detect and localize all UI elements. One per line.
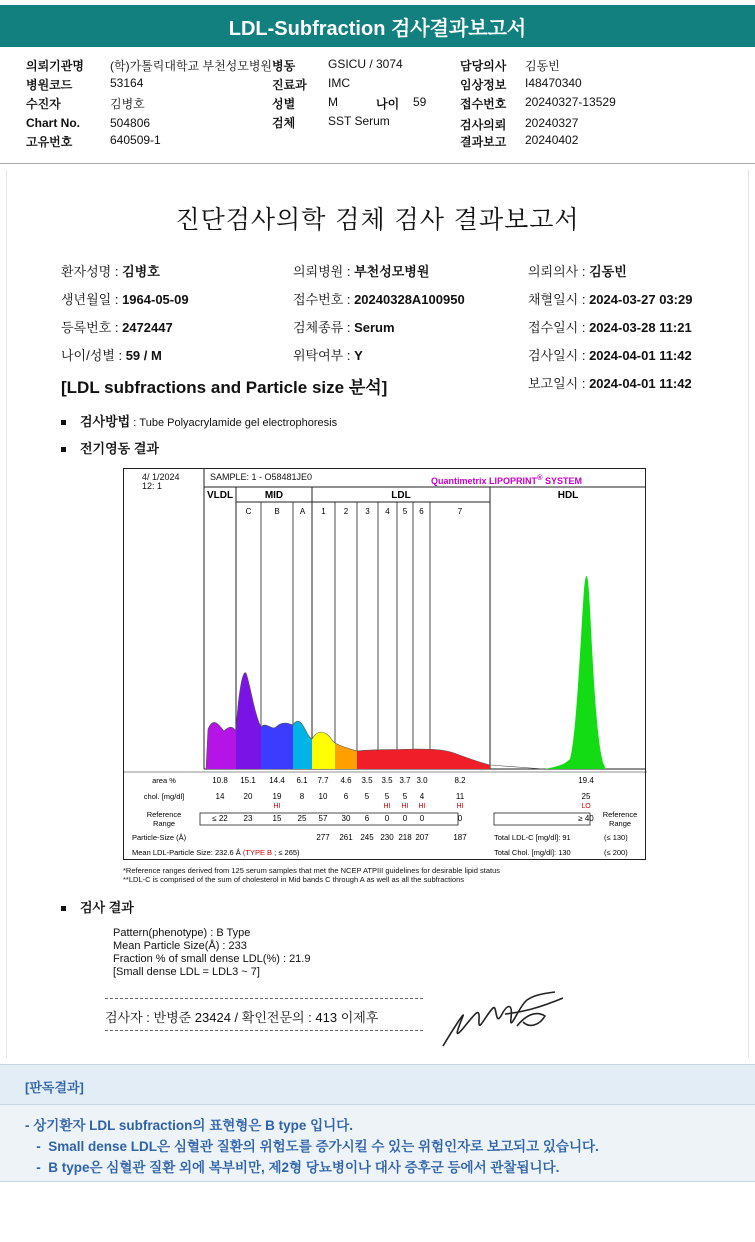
field-label: 의뢰기관명 xyxy=(26,59,84,73)
field-value: 2024-03-28 11:21 xyxy=(589,320,692,335)
total-ldl: Total LDL-C [mg/dl]: 91 xyxy=(494,833,571,842)
system-name: Quantimetrix LIPOPRINT xyxy=(431,476,538,486)
particle-size-value: 218 xyxy=(398,833,412,842)
result-line: Pattern(phenotype) : B Type xyxy=(113,927,251,939)
area-value: 3.7 xyxy=(399,776,411,785)
bullet-icon xyxy=(61,420,66,425)
group-label: MID xyxy=(264,490,284,501)
test-time xyxy=(528,345,692,364)
result-line: Fraction % of small dense LDL(%) : 21.9 xyxy=(113,953,311,965)
field-label: 검체 xyxy=(272,116,296,130)
request-header xyxy=(0,50,755,162)
reference-value: 0 xyxy=(402,814,408,823)
field-label: 보고일시 : xyxy=(528,376,590,391)
particle-size-value: 187 xyxy=(453,833,467,842)
area-value: 19.4 xyxy=(578,776,594,785)
band-label: C xyxy=(245,507,252,516)
field-label: Chart No. xyxy=(26,116,80,130)
band-label: 3 xyxy=(365,507,370,516)
electro-label: 전기영동 결과 xyxy=(80,441,159,456)
chart-date: 4/ 1/2024 xyxy=(142,472,180,482)
conclusion-line: - Small dense LDL은 심혈관 질환의 위험도를 증가시킬 수 있는 위험인자로 보고되고 있습니다. xyxy=(25,1139,599,1154)
chol-flag: HI xyxy=(383,803,391,810)
particle-size-value: 245 xyxy=(360,833,374,842)
receipt-number xyxy=(293,289,465,308)
total-chol: Total Chol. [mg/dl]: 130 xyxy=(494,848,571,857)
field-label: 임상정보 xyxy=(460,78,507,92)
chol-value: 10 xyxy=(318,792,328,801)
section-title: [LDL subfractions and Particle size 분석] xyxy=(61,378,388,397)
bullet-icon xyxy=(61,447,66,452)
band-label: 5 xyxy=(402,507,408,516)
field-value: (학)가톨릭대학교 부천성모병원 xyxy=(110,59,272,73)
reference-label: Range xyxy=(608,819,632,828)
chol-value: 19 xyxy=(272,792,282,801)
collection-time xyxy=(528,289,692,308)
reference-value: 25 xyxy=(297,814,307,823)
chart-sample: SAMPLE: 1 - O58481JE0 xyxy=(210,472,313,482)
mean-type: (TYPE B xyxy=(242,848,273,857)
field-label: 등록번호 : xyxy=(61,320,123,335)
conclusion-line: - 상기환자 LDL subfraction의 표현형은 B type 입니다. xyxy=(25,1118,354,1133)
trace-segment xyxy=(335,743,357,769)
field-value: 20240328A100950 xyxy=(354,292,465,307)
total-chol-ref: (≤ 200) xyxy=(604,848,628,857)
field-value: 640509-1 xyxy=(110,133,161,147)
chol-value: 5 xyxy=(364,792,370,801)
field-label: 결과보고 xyxy=(460,135,507,149)
field-value: Serum xyxy=(354,320,395,335)
report-document xyxy=(6,170,749,1058)
field-label: 검사의뢰 xyxy=(460,118,507,132)
field-label: 의뢰병원 : xyxy=(293,264,355,279)
conclusion-box xyxy=(0,1104,755,1182)
result-line: Mean Particle Size(Å) : 233 xyxy=(113,940,247,952)
area-value: 6.1 xyxy=(296,776,308,785)
method-line xyxy=(61,411,337,430)
trace-segment xyxy=(544,576,606,769)
particle-size-value: 207 xyxy=(415,833,429,842)
band-label: 7 xyxy=(457,507,463,516)
system-mark: ® xyxy=(537,473,543,482)
chol-value: 20 xyxy=(243,792,253,801)
registration-number xyxy=(61,317,173,336)
field-label: 나이 xyxy=(376,97,400,111)
chol-value: 4 xyxy=(419,792,425,801)
field-value: 김동빈 xyxy=(525,59,560,73)
field-label: 채혈일시 : xyxy=(528,292,590,307)
age-sex xyxy=(61,345,162,364)
birth-date xyxy=(61,289,189,308)
group-label: LDL xyxy=(391,490,411,501)
field-label: 진료과 xyxy=(272,78,307,92)
area-value: 7.7 xyxy=(317,776,329,785)
field-value: 59 / M xyxy=(125,348,162,363)
field-value: 504806 xyxy=(110,116,151,130)
band-label: B xyxy=(274,507,280,516)
field-value: Y xyxy=(354,348,363,363)
reference-value: ≥ 40 xyxy=(578,814,594,823)
chart-canvas xyxy=(124,469,647,861)
reference-value: 0 xyxy=(384,814,390,823)
method-value: : Tube Polyacrylamide gel electrophoresis xyxy=(130,417,338,429)
field-value: 2472447 xyxy=(122,320,173,335)
reference-box xyxy=(494,813,590,825)
particle-size-value: 261 xyxy=(339,833,353,842)
field-value: 2024-03-27 03:29 xyxy=(589,292,693,307)
band-label: A xyxy=(299,507,306,516)
area-value: 15.1 xyxy=(240,776,256,785)
divider xyxy=(105,1030,423,1031)
reference-value: 23 xyxy=(243,814,253,823)
field-value: M xyxy=(328,95,338,109)
field-label: 위탁여부 : xyxy=(293,348,355,363)
lipoprint-chart xyxy=(123,468,646,860)
reference-value: 15 xyxy=(272,814,282,823)
particle-size-value: 230 xyxy=(380,833,394,842)
field-value: 1964-05-09 xyxy=(122,292,189,307)
reference-value: 6 xyxy=(364,814,370,823)
referral-status xyxy=(293,345,363,364)
area-value: 4.6 xyxy=(340,776,352,785)
chol-flag: HI xyxy=(418,803,426,810)
chol-value: 6 xyxy=(343,792,349,801)
field-label: 병동 xyxy=(272,59,296,73)
reference-value: 57 xyxy=(318,814,328,823)
field-value: 김병호 xyxy=(110,97,145,111)
field-value: 53164 xyxy=(110,76,144,90)
field-label: 의뢰의사 : xyxy=(528,264,590,279)
footnotes xyxy=(123,866,500,884)
area-value: 14.4 xyxy=(269,776,285,785)
specimen-type xyxy=(293,317,395,336)
bullet-icon xyxy=(61,906,66,911)
field-label: 검사일시 : xyxy=(528,348,590,363)
system-suffix: SYSTEM xyxy=(542,476,583,486)
field-value: IMC xyxy=(328,76,350,90)
divider xyxy=(0,163,755,164)
field-label: 검체종류 : xyxy=(293,320,355,335)
trace-segment xyxy=(312,732,335,769)
row-label: Range xyxy=(152,819,176,828)
row-label: Particle-Size (Å) xyxy=(132,833,187,842)
chol-value: 11 xyxy=(455,792,465,801)
field-value: SST Serum xyxy=(328,114,390,128)
mean-label: Mean LDL-Particle Size: 232.6 Å xyxy=(132,848,243,857)
reference-value: 30 xyxy=(341,814,351,823)
chol-value: 5 xyxy=(384,792,390,801)
requesting-hospital xyxy=(293,261,429,280)
field-label: 접수번호 : xyxy=(293,292,355,307)
chart-run: 12: 1 xyxy=(142,481,163,491)
report-title: 진단검사의학 검체 검사 결과보고서 xyxy=(175,205,580,234)
footnote: *Reference ranges derived from 125 serum samples that met the NCEP ATPIII guidelines for desirable lipid status xyxy=(123,866,500,875)
chol-flag: HI xyxy=(401,803,409,810)
chol-value: 14 xyxy=(215,792,225,801)
row-label: area % xyxy=(152,776,176,785)
divider xyxy=(105,998,423,999)
field-label: 생년월일 : xyxy=(61,292,123,307)
chol-value: 8 xyxy=(299,792,305,801)
band-label: 1 xyxy=(321,507,326,516)
field-value: 20240327-13529 xyxy=(525,95,616,109)
result-label: 검사 결과 xyxy=(80,900,134,915)
field-value: 김병호 xyxy=(122,264,160,279)
area-value: 10.8 xyxy=(212,776,228,785)
area-value: 3.5 xyxy=(361,776,373,785)
band-label: 4 xyxy=(385,507,390,516)
row-label: chol. [mg/dl] xyxy=(143,792,185,801)
reference-label: Reference xyxy=(602,810,638,819)
area-value: 3.5 xyxy=(381,776,393,785)
field-label: 접수번호 xyxy=(460,97,507,111)
field-label: 나이/성별 : xyxy=(61,348,126,363)
field-label: 고유번호 xyxy=(26,135,73,149)
field-label: 환자성명 : xyxy=(61,264,123,279)
page-title: LDL-Subfraction 검사결과보고서 xyxy=(0,5,755,47)
chol-flag: LO xyxy=(581,803,591,810)
field-value: 김동빈 xyxy=(589,264,627,279)
band-label: 6 xyxy=(419,507,424,516)
result-block xyxy=(113,927,310,979)
mean-particle-size xyxy=(132,848,300,857)
signature-image xyxy=(435,986,575,1056)
field-value: 2024-04-01 11:42 xyxy=(589,348,692,363)
field-label: 병원코드 xyxy=(26,78,73,92)
total-ldl-ref: (≤ 130) xyxy=(604,833,628,842)
area-value: 3.0 xyxy=(416,776,428,785)
field-value: I48470340 xyxy=(525,76,582,90)
field-value: 20240327 xyxy=(525,116,579,130)
result-line: [Small dense LDL = LDL3 ~ 7] xyxy=(113,966,260,978)
footnote: **LDL-C is comprised of the sum of cholesterol in Mid bands C through A as well as all the subfractions xyxy=(123,875,465,884)
conclusion-line: - B type은 심혈관 질환 외에 복부비만, 제2형 당뇨병이나 대사 증후군 등에서 관찰됩니다. xyxy=(25,1160,560,1175)
result-heading xyxy=(61,897,134,916)
requesting-doctor xyxy=(528,261,627,280)
chol-flag: HI xyxy=(456,803,464,810)
band-label: 2 xyxy=(343,507,349,516)
chol-value: 5 xyxy=(402,792,408,801)
conclusion-label: [판독결과] xyxy=(25,1080,84,1095)
field-label: 성별 xyxy=(272,97,296,111)
receipt-time xyxy=(528,317,692,336)
field-value: GSICU / 3074 xyxy=(328,57,403,71)
reference-value: ≤ 22 xyxy=(212,814,228,823)
chol-flag: HI xyxy=(273,803,281,810)
field-label: 수진자 xyxy=(26,97,61,111)
field-value: 2024-04-01 11:42 xyxy=(589,376,692,391)
trace-segment xyxy=(261,723,293,769)
mean-range: ; ≤ 265) xyxy=(272,848,300,857)
field-value: 부천성모병원 xyxy=(354,264,430,279)
trace-segment xyxy=(293,721,312,769)
report-time xyxy=(528,373,692,392)
signature-line: 검사자 : 반병준 23424 / 확인전문의 : 413 이제후 xyxy=(105,1010,379,1025)
group-label: VLDL xyxy=(206,490,234,501)
group-label: HDL xyxy=(557,490,579,501)
field-label: 접수일시 : xyxy=(528,320,590,335)
trace-segment xyxy=(206,722,236,769)
row-label: Reference xyxy=(146,810,182,819)
method-label: 검사방법 xyxy=(80,414,131,429)
patient-name xyxy=(61,261,160,280)
reference-value: 0 xyxy=(419,814,425,823)
electro-heading xyxy=(61,438,159,457)
area-value: 8.2 xyxy=(454,776,466,785)
conclusion-header xyxy=(0,1064,755,1104)
field-label: 담당의사 xyxy=(460,59,507,73)
chol-value: 25 xyxy=(581,792,591,801)
field-value: 59 xyxy=(413,95,427,109)
particle-size-value: 277 xyxy=(316,833,330,842)
field-value: 20240402 xyxy=(525,133,579,147)
trace-segment xyxy=(236,673,261,769)
reference-value: 0 xyxy=(457,814,463,823)
